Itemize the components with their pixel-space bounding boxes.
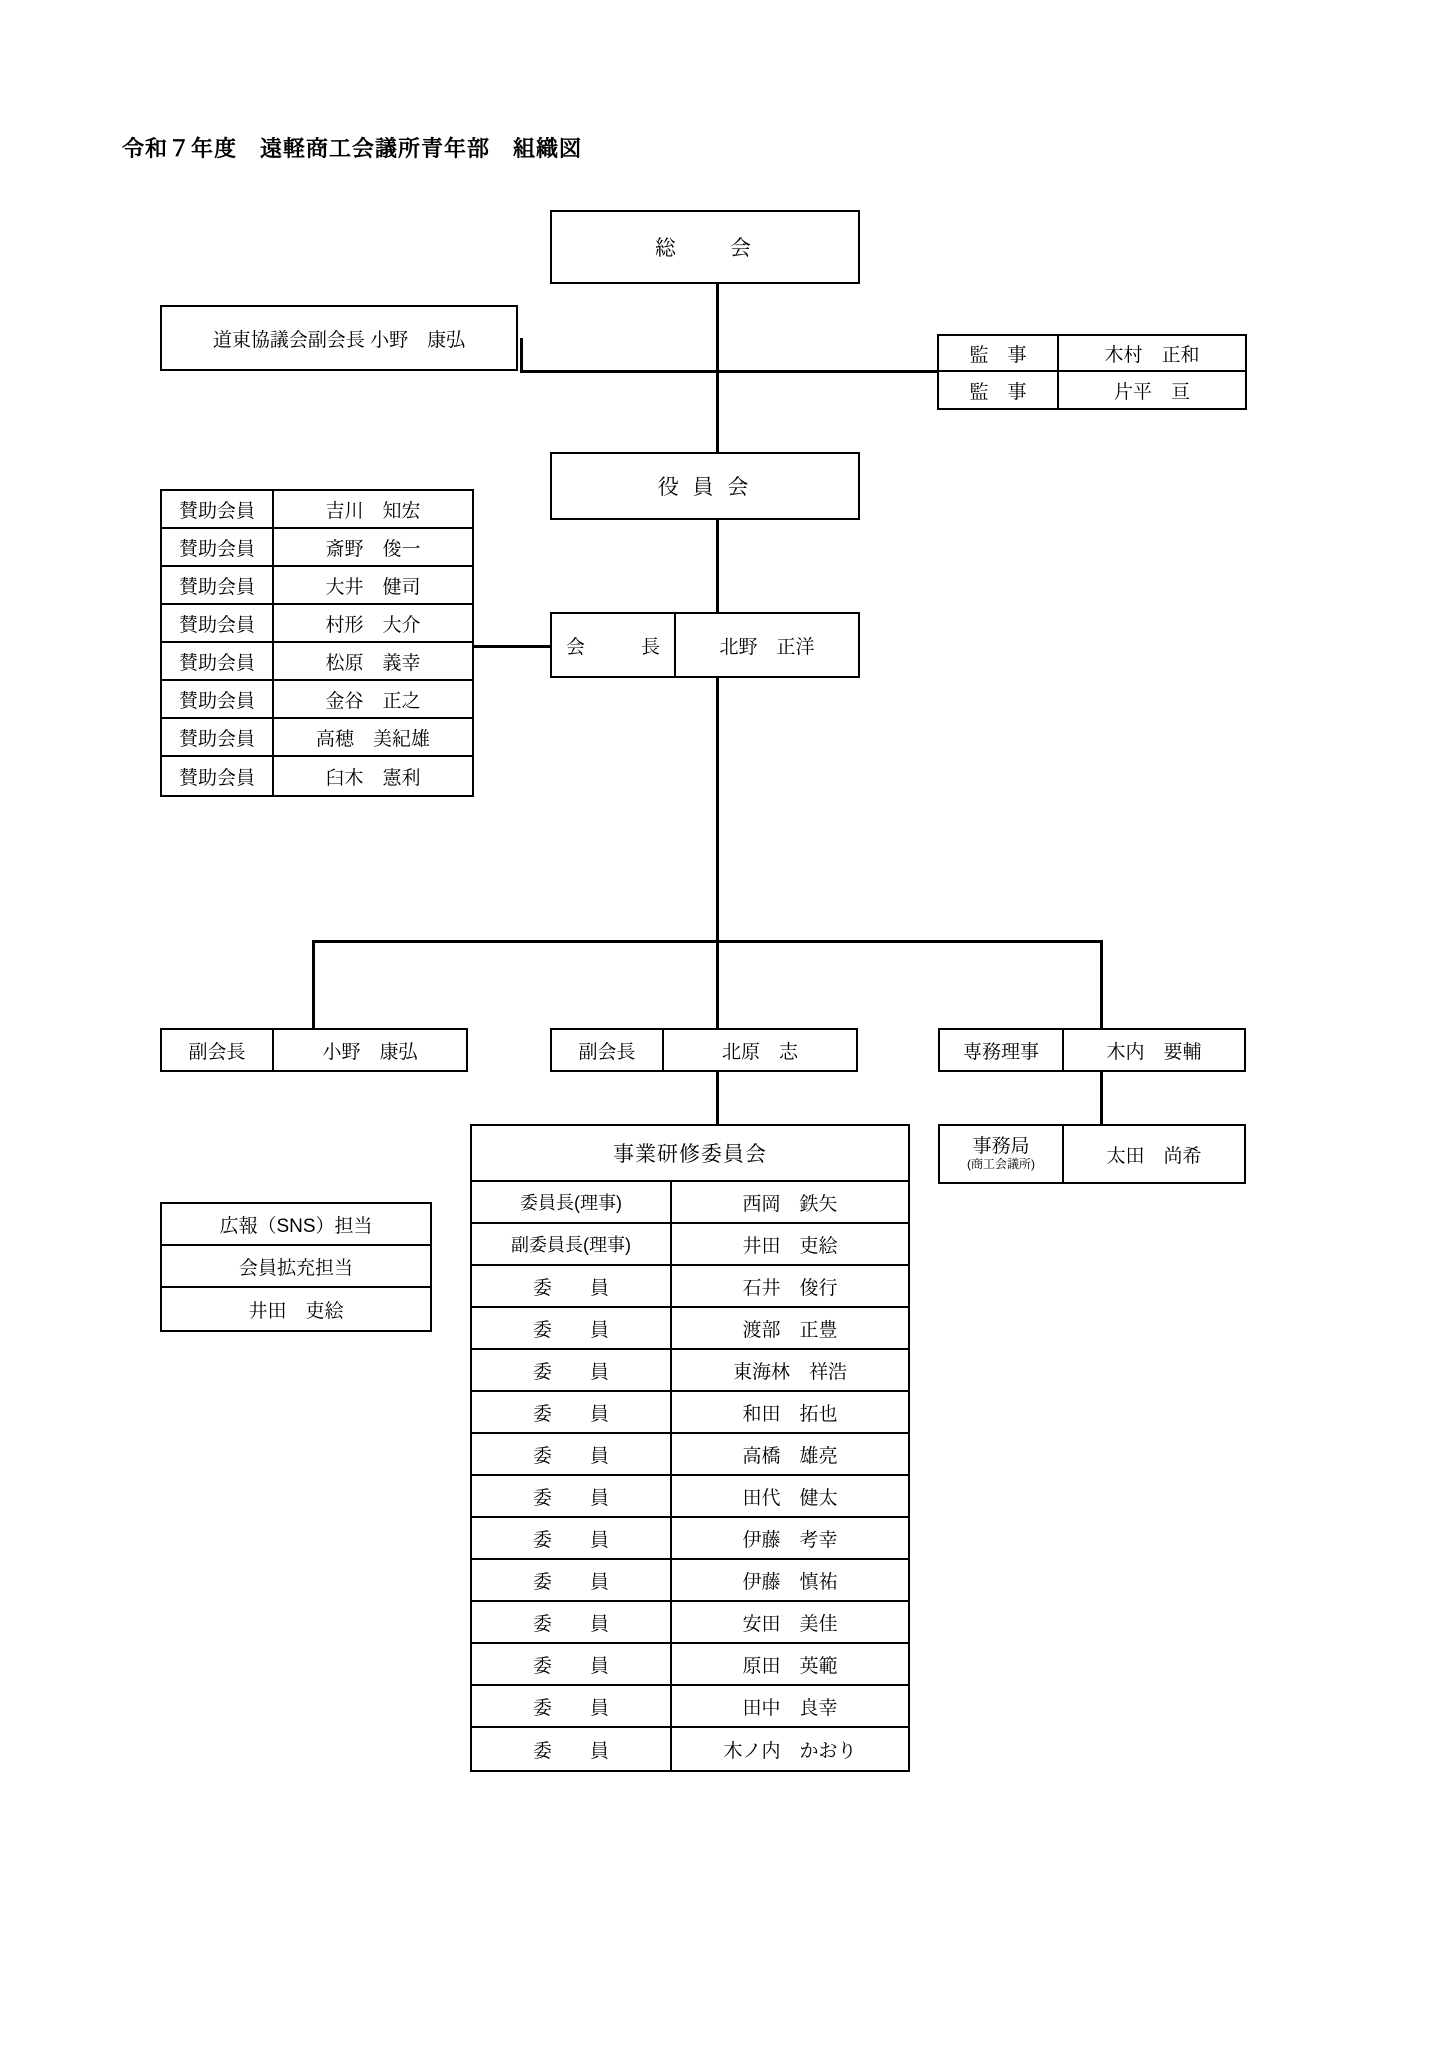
node-vice-president-1[interactable]	[160, 1028, 468, 1072]
committee-member-label: 委 員	[472, 1476, 672, 1516]
committee-title-row	[472, 1126, 908, 1182]
node-dotou-vice-chair[interactable]	[160, 305, 518, 371]
vice-president-1-name: 小野 康弘	[322, 1041, 418, 1063]
table-row[interactable]	[472, 1308, 908, 1350]
auditor-name: 片平 亘	[1113, 381, 1190, 403]
node-general-meeting[interactable]	[550, 210, 860, 284]
connector-executive-bus	[312, 940, 1102, 943]
table-row[interactable]	[939, 336, 1245, 372]
managing-director-name: 木内 要輔	[1106, 1041, 1202, 1063]
supporter-label: 賛助会員	[162, 643, 274, 679]
supporter-name: 村形 大介	[325, 614, 421, 636]
committee-member-label: 委員長(理事)	[472, 1182, 672, 1222]
committee-member-label: 委 員	[472, 1350, 672, 1390]
committee-member-label: 副委員長(理事)	[472, 1224, 672, 1264]
committee-member-label: 委 員	[472, 1686, 672, 1726]
connector-senmu-drop	[1100, 940, 1103, 1028]
supporter-name: 大井 健司	[325, 576, 421, 598]
committee-member-name: 田中 良幸	[742, 1697, 838, 1719]
table-row[interactable]	[472, 1644, 908, 1686]
supporters-table	[160, 489, 474, 797]
table-row[interactable]	[162, 681, 472, 719]
supporter-label: 賛助会員	[162, 757, 274, 795]
table-row[interactable]	[472, 1686, 908, 1728]
committee-member-name: 伊藤 考幸	[742, 1529, 838, 1551]
committee-member-name: 原田 英範	[742, 1655, 838, 1677]
committee-member-label: 委 員	[472, 1518, 672, 1558]
table-row[interactable]	[162, 719, 472, 757]
table-row[interactable]	[162, 529, 472, 567]
table-row[interactable]	[472, 1560, 908, 1602]
connector-general-to-auditors	[716, 370, 940, 373]
node-managing-director[interactable]	[938, 1028, 1246, 1072]
table-row[interactable]	[162, 491, 472, 529]
secretariat-label-sub: (商工会議所)	[967, 1157, 1035, 1172]
supporter-name: 高穂 美紀雄	[315, 728, 430, 750]
pr-person-name: 井田 吏絵	[248, 1300, 344, 1322]
connector-vice2-drop	[716, 940, 719, 1028]
committee-member-label: 委 員	[472, 1434, 672, 1474]
table-row[interactable]	[162, 757, 472, 795]
vice-president-2-name: 北原 志	[721, 1041, 798, 1063]
vice-president-1-label: 副会長	[162, 1030, 274, 1070]
supporter-label: 賛助会員	[162, 605, 274, 641]
committee-member-label: 委 員	[472, 1602, 672, 1642]
supporter-label: 賛助会員	[162, 529, 274, 565]
table-row[interactable]	[472, 1434, 908, 1476]
connector-vice2-to-committee	[716, 1068, 719, 1124]
connector-officers-to-president	[716, 520, 719, 940]
supporter-name: 斎野 俊一	[325, 538, 421, 560]
committee-member-name: 木ノ内 かおり	[723, 1740, 857, 1762]
vice-president-2-label: 副会長	[552, 1030, 664, 1070]
membership-expansion-label: 会員拡充担当	[238, 1257, 353, 1279]
table-row[interactable]	[162, 1246, 430, 1288]
supporter-name: 金谷 正之	[325, 690, 421, 712]
node-president[interactable]	[550, 612, 860, 678]
node-vice-president-2[interactable]	[550, 1028, 858, 1072]
pr-membership-block	[160, 1202, 432, 1332]
auditor-label: 監 事	[939, 336, 1059, 370]
table-row[interactable]	[472, 1392, 908, 1434]
committee-member-label: 委 員	[472, 1560, 672, 1600]
table-row[interactable]	[472, 1350, 908, 1392]
table-row[interactable]	[472, 1224, 908, 1266]
table-row[interactable]	[162, 1288, 430, 1330]
committee-member-name: 田代 健太	[742, 1487, 838, 1509]
node-secretariat[interactable]	[938, 1124, 1246, 1184]
secretariat-label	[940, 1126, 1064, 1182]
connector-senmu-to-secretariat	[1100, 1068, 1103, 1124]
table-row[interactable]	[162, 1204, 430, 1246]
page-title: 令和７年度 遠軽商工会議所青年部 組織図	[122, 136, 583, 161]
auditors-table	[937, 334, 1247, 410]
connector-general-to-officers	[716, 284, 719, 452]
committee-member-name: 伊藤 慎祐	[742, 1571, 838, 1593]
president-label: 会 長	[552, 614, 676, 676]
table-row[interactable]	[162, 605, 472, 643]
supporter-label: 賛助会員	[162, 719, 274, 755]
connector-vice1-drop	[312, 940, 315, 1028]
table-row[interactable]	[472, 1518, 908, 1560]
committee-member-label: 委 員	[472, 1392, 672, 1432]
table-row[interactable]	[472, 1476, 908, 1518]
node-general-meeting-label: 総 会	[655, 237, 755, 260]
committee-member-label: 委 員	[472, 1728, 672, 1770]
table-row[interactable]	[162, 643, 472, 681]
committee-member-label: 委 員	[472, 1266, 672, 1306]
table-row[interactable]	[939, 372, 1245, 408]
connector-general-to-dotou	[520, 370, 720, 373]
committee-member-name: 安田 美佳	[742, 1613, 838, 1635]
supporter-name: 吉川 知宏	[325, 500, 421, 522]
committee-member-name: 石井 俊行	[742, 1277, 838, 1299]
node-dotou-vice-chair-label: 道東協議会副会長 小野 康弘	[212, 329, 466, 351]
node-officers-meeting-label: 役 員 会	[657, 476, 753, 499]
committee-member-name: 和田 拓也	[742, 1403, 838, 1425]
node-officers-meeting[interactable]	[550, 452, 860, 520]
table-row[interactable]	[472, 1728, 908, 1770]
president-name: 北野 正洋	[719, 636, 815, 658]
supporter-name: 臼木 憲利	[325, 767, 421, 789]
supporter-label: 賛助会員	[162, 491, 274, 527]
committee-member-name: 井田 吏絵	[742, 1235, 838, 1257]
committee-member-name: 東海林 祥浩	[732, 1361, 847, 1383]
committee-member-name: 西岡 鉄矢	[742, 1193, 838, 1215]
secretariat-name: 太田 尚希	[1106, 1145, 1202, 1167]
table-row[interactable]	[162, 567, 472, 605]
auditor-name: 木村 正和	[1104, 344, 1200, 366]
committee-title: 事業研修委員会	[613, 1143, 767, 1166]
committee-member-name: 渡部 正豊	[742, 1319, 838, 1341]
secretariat-label-main: 事務局	[972, 1136, 1030, 1158]
managing-director-label: 専務理事	[940, 1030, 1064, 1070]
auditor-label: 監 事	[939, 372, 1059, 408]
supporter-label: 賛助会員	[162, 681, 274, 717]
committee-table	[470, 1124, 910, 1772]
supporter-label: 賛助会員	[162, 567, 274, 603]
connector-dotou-drop	[520, 338, 523, 372]
committee-member-name: 高橋 雄亮	[742, 1445, 838, 1467]
table-row[interactable]	[472, 1602, 908, 1644]
supporter-name: 松原 義幸	[325, 652, 421, 674]
committee-member-label: 委 員	[472, 1308, 672, 1348]
table-row[interactable]	[472, 1182, 908, 1224]
connector-supporters-to-president	[474, 645, 550, 648]
pr-sns-label: 広報（SNS）担当	[219, 1215, 373, 1237]
committee-member-label: 委 員	[472, 1644, 672, 1684]
table-row[interactable]	[472, 1266, 908, 1308]
